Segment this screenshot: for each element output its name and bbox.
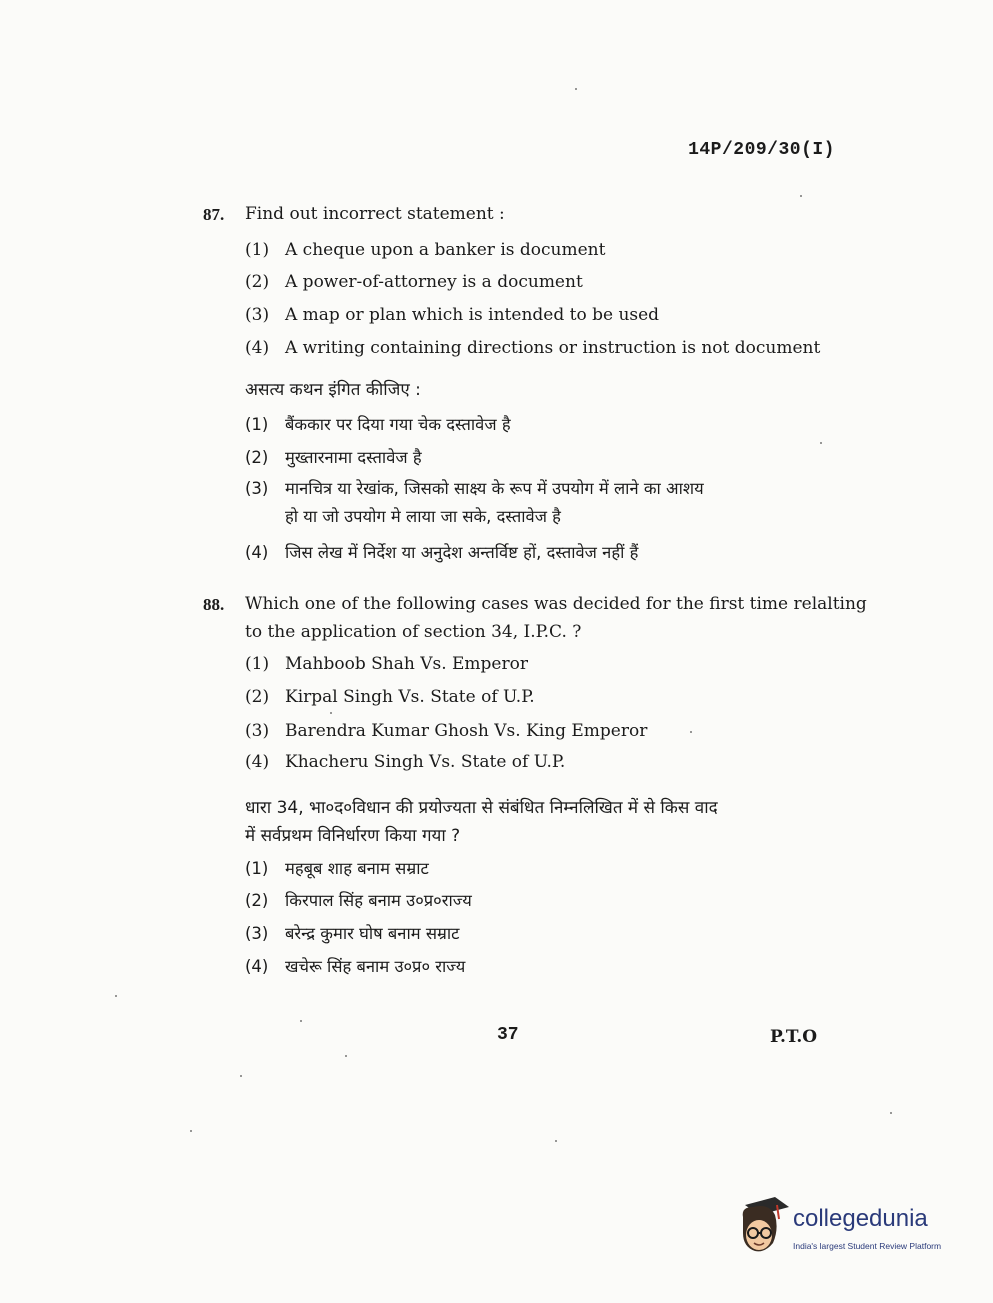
q87-option-en-4: (4) A writing containing directions or instruction is not document: [245, 338, 821, 358]
q87-option-hi-3: (3) मानचित्र या रेखांक, जिसको साक्ष्य के रूप में उपयोग में लाने का आशय हो या जो उपयोग मे लाया जा सके, दस्तावेज है: [245, 479, 704, 526]
scan-speck: [240, 1075, 242, 1077]
question-88-stem-en: Which one of the following cases was decided for the first time relalting to the application of section 34, I.P.C. ?: [245, 594, 867, 642]
scan-speck: [330, 712, 332, 714]
page-number: 37: [497, 1025, 519, 1045]
q87-option-en-1: (1) A cheque upon a banker is document: [245, 240, 606, 260]
pto-label: P.T.O: [770, 1027, 818, 1047]
question-number-88: 88.: [203, 595, 225, 614]
scan-speck: [115, 995, 117, 997]
question-87-stem-en: Find out incorrect statement :: [245, 204, 505, 224]
brand-name: collegedunia: [793, 1205, 928, 1232]
question-number-87: 87.: [203, 205, 225, 224]
collegedunia-watermark: [735, 1195, 965, 1265]
scan-speck: [575, 88, 577, 90]
q88-option-en-1: (1) Mahboob Shah Vs. Emperor: [245, 654, 528, 674]
q88-option-hi-4: (4) खचेरू सिंह बनाम उ०प्र० राज्य: [245, 957, 466, 976]
scan-speck: [690, 731, 692, 733]
scan-speck: [800, 195, 802, 197]
mascot-icon: [735, 1195, 791, 1259]
q88-option-en-3: (3) Barendra Kumar Ghosh Vs. King Emperor: [245, 721, 648, 741]
q87-option-hi-2: (2) मुख्तारनामा दस्तावेज है: [245, 448, 422, 467]
brand-tagline: India's largest Student Review Platform: [793, 1241, 942, 1251]
q87-option-hi-4: (4) जिस लेख में निर्देश या अनुदेश अन्तर्विष्ट हों, दस्तावेज नहीं हैं: [245, 543, 639, 562]
q87-option-hi-1: (1) बैंककार पर दिया गया चेक दस्तावेज है: [245, 415, 511, 434]
paper-code: 14P/209/30(I): [688, 140, 835, 160]
scan-speck: [820, 442, 822, 444]
question-88-stem-hi: धारा 34, भा०द०विधान की प्रयोज्यता से संबंधित निम्नलिखित में से किस वाद में सर्वप्रथम विनिर्धारण किया गया ?: [245, 798, 718, 846]
q87-option-en-2: (2) A power-of-attorney is a document: [245, 272, 583, 292]
q88-option-en-4: (4) Khacheru Singh Vs. State of U.P.: [245, 752, 566, 772]
q88-option-hi-2: (2) किरपाल सिंह बनाम उ०प्र०राज्य: [245, 891, 472, 910]
q87-option-en-3: (3) A map or plan which is intended to be used: [245, 305, 660, 325]
q88-option-hi-1: (1) महबूब शाह बनाम सम्राट: [245, 859, 429, 878]
q88-option-en-2: (2) Kirpal Singh Vs. State of U.P.: [245, 687, 535, 707]
scan-speck: [555, 1140, 557, 1142]
scan-speck: [190, 1130, 192, 1132]
question-87-stem-hi: असत्य कथन इंगित कीजिए :: [245, 380, 421, 400]
scan-speck: [345, 1055, 347, 1057]
scan-speck: [300, 1020, 302, 1022]
q88-option-hi-3: (3) बरेन्द्र कुमार घोष बनाम सम्राट: [245, 924, 460, 943]
scan-speck: [890, 1112, 892, 1114]
